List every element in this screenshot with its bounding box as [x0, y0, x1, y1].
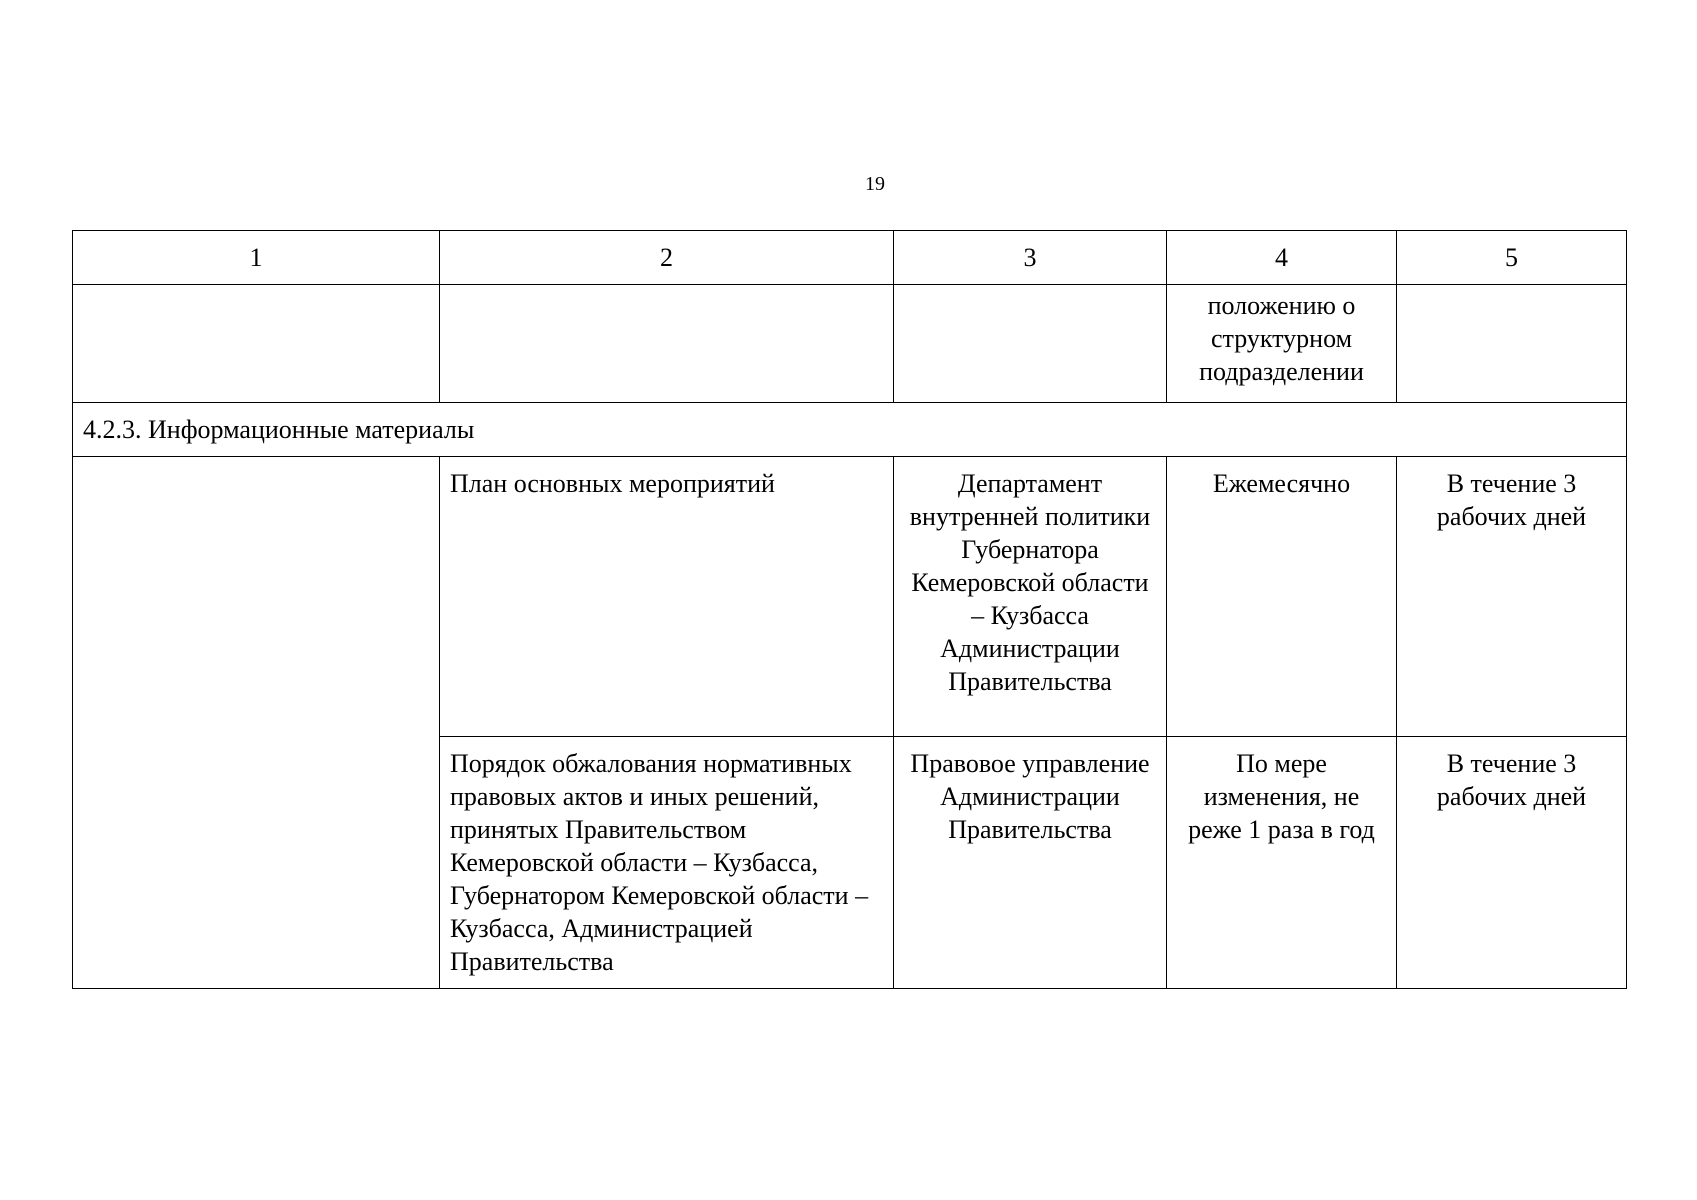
empty-group-cell: [73, 457, 440, 989]
row-1-responsible: Департамент внутренней политики Губернатора Кемеровской области – Кузбасса Администрации Правительства: [894, 457, 1167, 737]
row-2-name: Порядок обжалования нормативных правовых актов и иных решений, принятых Правительством Кемеровской области – Кузбасса, Губернатором Кемеровской области – Кузбасса, Администрацией Правительства: [440, 737, 894, 989]
column-number-1: 1: [73, 231, 440, 285]
continuation-cell-5: [1397, 285, 1627, 403]
section-row: [73, 403, 1627, 457]
page-number: 19: [865, 173, 885, 195]
column-number-2: 2: [440, 231, 894, 285]
column-number-3: 3: [894, 231, 1167, 285]
continuation-cell-2: [440, 285, 894, 403]
row-1-frequency: Ежемесячно: [1167, 457, 1397, 737]
continuation-cell-3: [894, 285, 1167, 403]
column-number-4: 4: [1167, 231, 1397, 285]
continuation-cell-4: положению о структурном подразделении: [1167, 285, 1397, 403]
row-1-deadline: В течение 3 рабочих дней: [1397, 457, 1627, 737]
row-1-name: План основных мероприятий: [440, 457, 894, 737]
table-row: [73, 457, 1627, 737]
row-2-deadline: В течение 3 рабочих дней: [1397, 737, 1627, 989]
row-2-responsible: Правовое управление Администрации Правительства: [894, 737, 1167, 989]
row-2-frequency: По мере изменения, не реже 1 раза в год: [1167, 737, 1397, 989]
document-table: [72, 230, 1627, 989]
section-title: 4.2.3. Информационные материалы: [73, 403, 1627, 457]
column-number-row: [73, 231, 1627, 285]
continuation-row: [73, 285, 1627, 403]
continuation-cell-1: [73, 285, 440, 403]
column-number-5: 5: [1397, 231, 1627, 285]
